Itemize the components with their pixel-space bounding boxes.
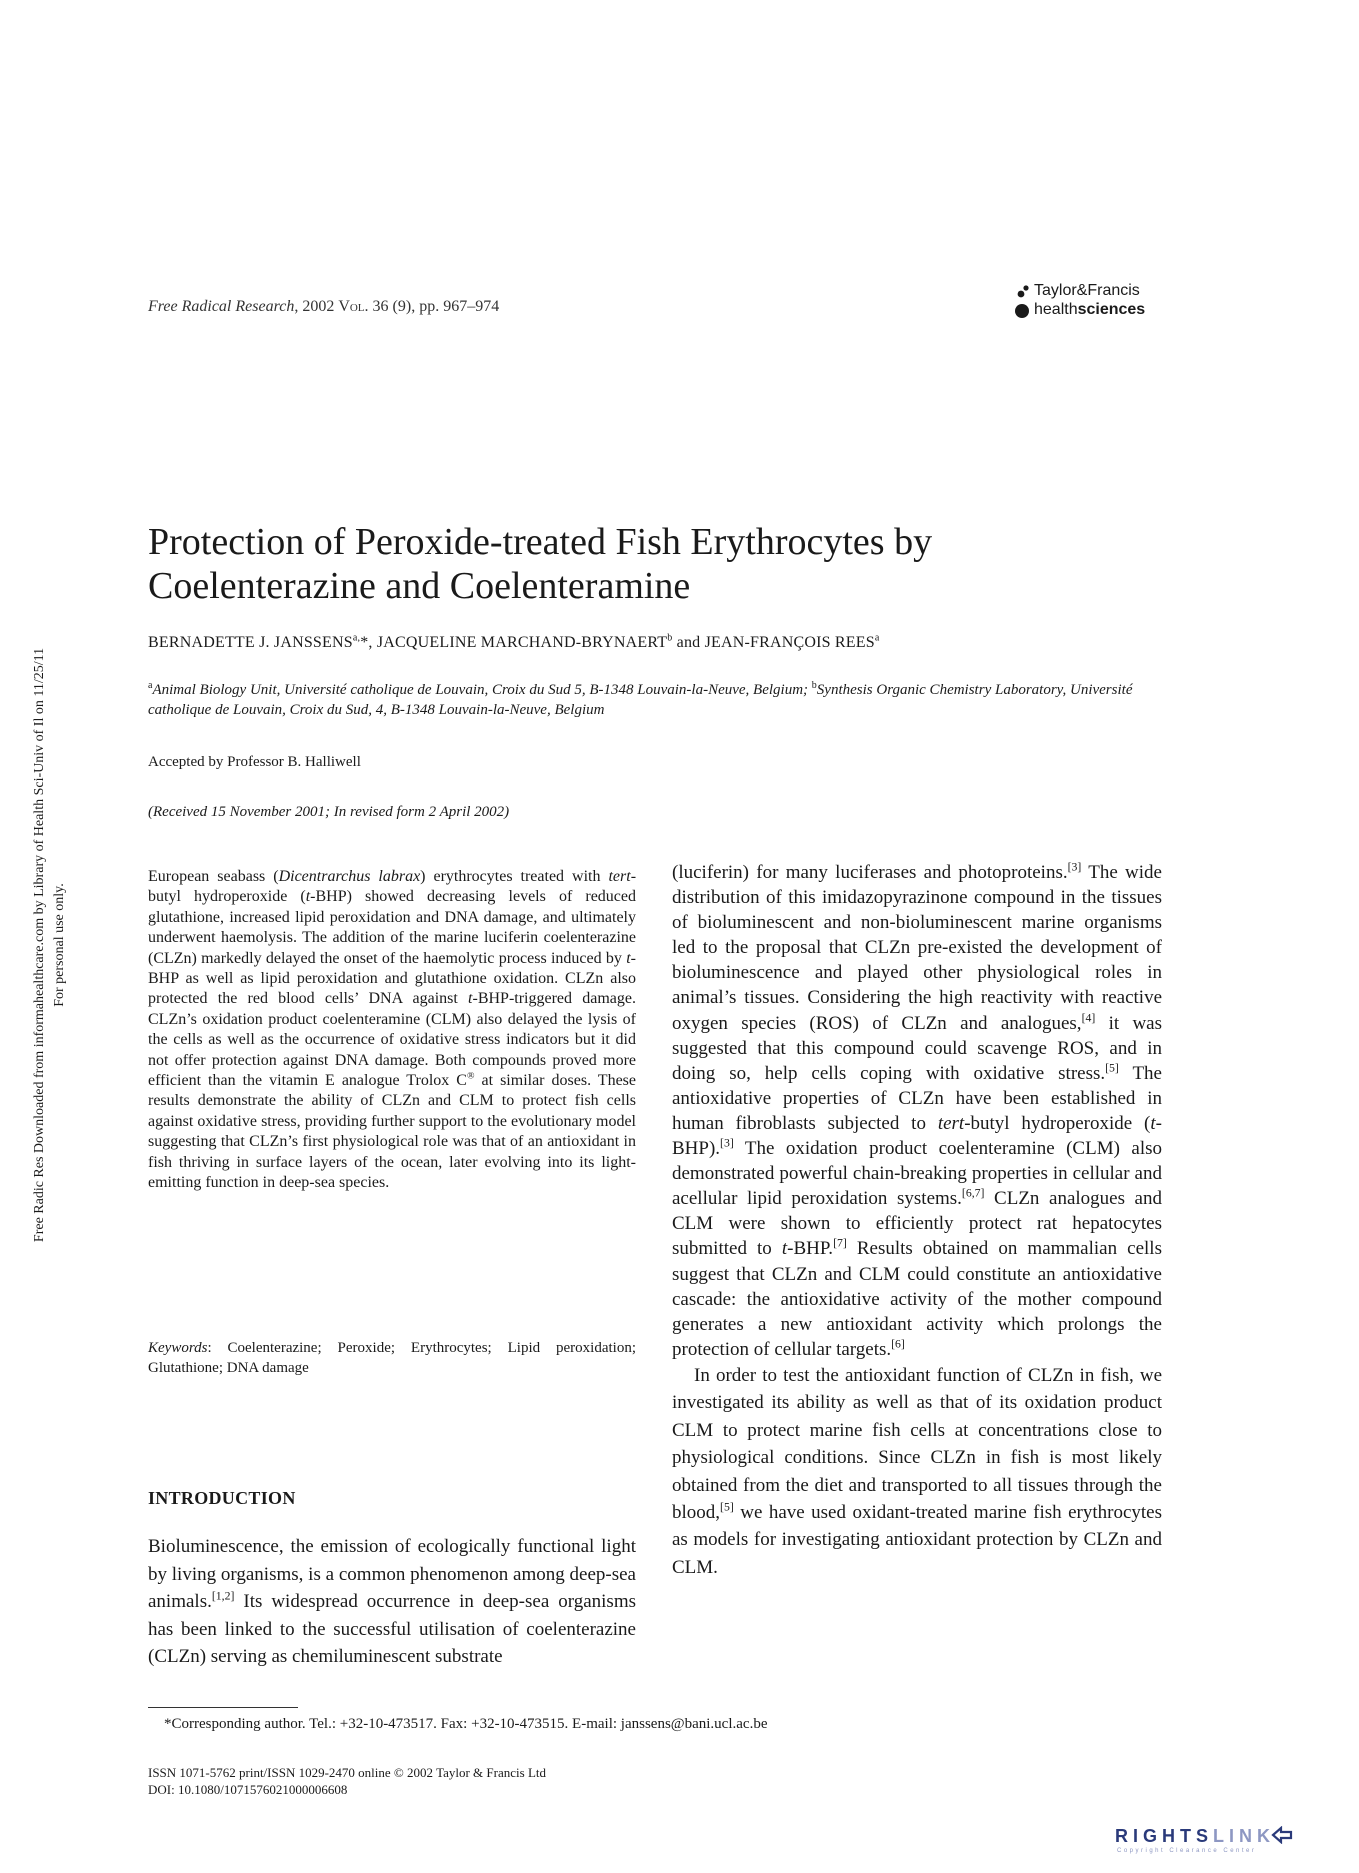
rightslink-part2: LINK (1213, 1826, 1276, 1846)
author-sep-1: , (368, 634, 377, 651)
abstract-italic: t (626, 949, 631, 967)
affil-b-text: Synthesis Organic Chemistry Laboratory, Université catholique de Louvain, Croix du Sud, 4, B-1348 Louvain-la-Neuve, Belgium (148, 682, 1133, 718)
citation: [5] (1105, 1061, 1119, 1075)
author-list (148, 634, 880, 652)
footnote-divider (148, 1707, 298, 1708)
rightslink-arrow-icon (1271, 1826, 1293, 1844)
citation: [6] (891, 1337, 905, 1351)
intro-text: Results obtained on mammalian cells suggest that CLZn and CLM could constitute an antioxidative cascade: the antioxidative activity of the mother compound generates a new antioxidant activity which prolongs the protection of cellular targets. (672, 1238, 1162, 1360)
journal-year: , 2002 (294, 298, 339, 315)
abstract-text: at similar doses. These results demonstrate the ability of CLZn and CLM to protect fish cells against oxidative stress, providing further support to the evolutionary model suggesting that CLZn’s first physiological role was that of an antioxidant in fish thriving in surface layers of the ocean, later evolving into its light-emitting function in deep-sea species. (148, 1072, 637, 1192)
journal-vol-pages: 36 (9), pp. 967–974 (368, 298, 500, 315)
citation: [5] (720, 1500, 734, 1514)
abstract-text: -BHP as well as lipid peroxidation and glutathione oxidation. CLZn also protected the red blood cells’ DNA against (148, 949, 636, 1008)
author-1-star: * (360, 634, 369, 651)
abstract-italic: t (468, 990, 473, 1008)
affil-a-mark: a (148, 680, 153, 691)
journal-vol-label: Vol. (338, 298, 369, 315)
intro-text: -BHP. (787, 1238, 834, 1260)
intro-italic: t (781, 1238, 788, 1260)
rightslink-logo (1115, 1826, 1335, 1860)
abstract-species: Dicentrarchus labrax (278, 868, 421, 885)
intro-italic: tert (937, 1112, 965, 1134)
intro-italic: t (1150, 1112, 1156, 1134)
intro-text: -butyl hydroperoxide ( (964, 1112, 1151, 1134)
publisher-division-b: sciences (1077, 301, 1146, 318)
keywords (148, 1338, 636, 1378)
citation: [4] (1081, 1011, 1096, 1025)
abstract (148, 867, 636, 1194)
paper-title-line2: Coelenterazine and Coelenteramine (148, 565, 691, 607)
publisher-division-a: health (1034, 301, 1078, 318)
intro-text: (luciferin) for many luciferases and photoproteins. (672, 862, 1068, 883)
download-notice-line1: Free Radic Res Downloaded from informahealthcare.com by Library of Health Sci-Univ of Il on 11/25/11 (32, 647, 47, 1243)
rightslink-part1: RIGHTS (1115, 1826, 1214, 1846)
intro-text: CLZn analogues and CLM were shown to efficiently protect rat hepatocytes submitted to (672, 1188, 1162, 1260)
rightslink-wordmark (1115, 1826, 1293, 1847)
intro-text: -BHP). (672, 1112, 1162, 1160)
accepted-by: Accepted by Professor B. Halliwell (148, 754, 361, 770)
citation: [7] (833, 1237, 847, 1251)
citation: [3] (720, 1136, 734, 1150)
publisher-division (1034, 301, 1145, 319)
journal-citation (148, 298, 499, 316)
keywords-label: Keywords (148, 1340, 208, 1356)
intro-paragraph-1 (148, 1533, 636, 1671)
publisher-logo (1012, 282, 1162, 322)
citation: [1,2] (211, 1589, 235, 1603)
intro-text: In order to test the antioxidant function of CLZn in fish, we investigated its ability as well as that of its oxidation product CLM to protect marine fish cells at concentrations close to physiological conditions. Since CLZn in fish is most likely obtained from the diet and transported to all tissues through the blood, (672, 1364, 1162, 1523)
download-notice-line2: For personal use only. (52, 883, 67, 1007)
registered-mark: ® (466, 1070, 475, 1082)
intro-text: The wide distribution of this imidazopyrazinone compound in the tissues of bioluminescent and non-bioluminescent marine organisms led to the proposal that CLZn pre-existed the development of bioluminescence and played other physiological roles in animal’s tissues. Considering the high reactivity with reactive oxygen species (ROS) of CLZn and analogues, (672, 862, 1162, 1034)
affil-a-text: Animal Biology Unit, Université catholique de Louvain, Croix du Sud 5, B-1348 Louvain-la-Neuve, Belgium; (152, 682, 812, 698)
intro-text: it was suggested that this compound could scavenge ROS, and in doing so, help cells coping with oxidative stress. (672, 1012, 1162, 1084)
intro-text: Its widespread occurrence in deep-sea organisms has been linked to the successful utilisation of coelenterazine (CLZn) serving as chemiluminescent substrate (148, 1591, 636, 1668)
affiliations (148, 680, 1148, 720)
author-3-affil: a (874, 632, 880, 644)
received-dates: (Received 15 November 2001; In revised form 2 April 2002) (148, 804, 510, 820)
section-heading-introduction: INTRODUCTION (148, 1488, 296, 1508)
affil-b-mark: b (811, 680, 817, 691)
intro-text: The antioxidative properties of CLZn have been established in human fibroblasts subjected to (672, 1062, 1162, 1134)
keywords-text: : Coelenterazine; Peroxide; Erythrocytes; Lipid peroxidation; Glutathione; DNA damage (148, 1340, 636, 1376)
abstract-text: -butyl hydroperoxide ( (148, 868, 637, 906)
intro-paragraph-1-cont (672, 860, 1162, 1362)
corresponding-author-footnote: *Corresponding author. Tel.: +32-10-473517. Fax: +32-10-473515. E-mail: janssens@bani.ucl.ac.be (164, 1716, 768, 1732)
author-3: JEAN-FRANÇOIS REES (704, 634, 875, 651)
abstract-italic: tert (608, 868, 631, 885)
author-sep-2: and (672, 634, 705, 651)
publisher-name: Taylor&Francis (1034, 282, 1140, 299)
intro-text: we have used oxidant-treated marine fish erythrocytes as models for investigating antioxidant protection by CLZn and CLM. (672, 1501, 1162, 1578)
author-1-affil: a, (352, 632, 361, 644)
intro-text: Bioluminescence, the emission of ecologically functional light by living organisms, is a common phenomenon among deep-sea animals. (148, 1536, 636, 1613)
taylor-francis-dots-icon (1012, 282, 1032, 322)
abstract-italic: t (305, 888, 311, 906)
journal-name: Free Radical Research (148, 298, 295, 315)
issn-doi-block (148, 1764, 546, 1798)
author-2-affil: b (667, 632, 673, 644)
abstract-text: -BHP) showed decreasing levels of reduced glutathione, increased lipid peroxidation and DNA damage, and ultimately underwent haemolysis. The addition of the marine luciferin coelenterazine (CLZn) markedly delayed the onset of the haemolytic process induced by (148, 888, 636, 967)
rightslink-subtitle: Copyright Clearance Center (1117, 1848, 1257, 1854)
download-notice (0, 585, 67, 1305)
intro-paragraph-2 (672, 1362, 1162, 1581)
doi-line: DOI: 10.1080/1071576021000006608 (148, 1782, 348, 1797)
author-1: BERNADETTE J. JANSSENS (148, 634, 353, 651)
intro-column-2 (672, 860, 1162, 1581)
author-2: JACQUELINE MARCHAND-BRYNAERT (376, 634, 668, 651)
citation: [3] (1067, 860, 1082, 874)
citation: [6,7] (961, 1186, 985, 1200)
intro-text: The oxidation product coelenteramine (CLM) also demonstrated powerful chain-breaking properties in cellular and acellular lipid peroxidation systems. (672, 1138, 1162, 1210)
issn-line: ISSN 1071-5762 print/ISSN 1029-2470 online © 2002 Taylor & Francis Ltd (148, 1765, 546, 1780)
abstract-text: -BHP-triggered damage. CLZn’s oxidation product coelenteramine (CLM) also delayed the lysis of the cells as well as the occurrence of oxidative stress indicators but it did not offer protection against DNA damage. Both compounds proved more efficient than the vitamin E analogue Trolox C (148, 990, 636, 1090)
paper-title-line1: Protection of Peroxide-treated Fish Erythrocytes by (148, 521, 933, 563)
paper-title (148, 520, 1148, 608)
abstract-text: ) erythrocytes treated with (420, 868, 609, 885)
abstract-text: European seabass ( (148, 868, 279, 885)
